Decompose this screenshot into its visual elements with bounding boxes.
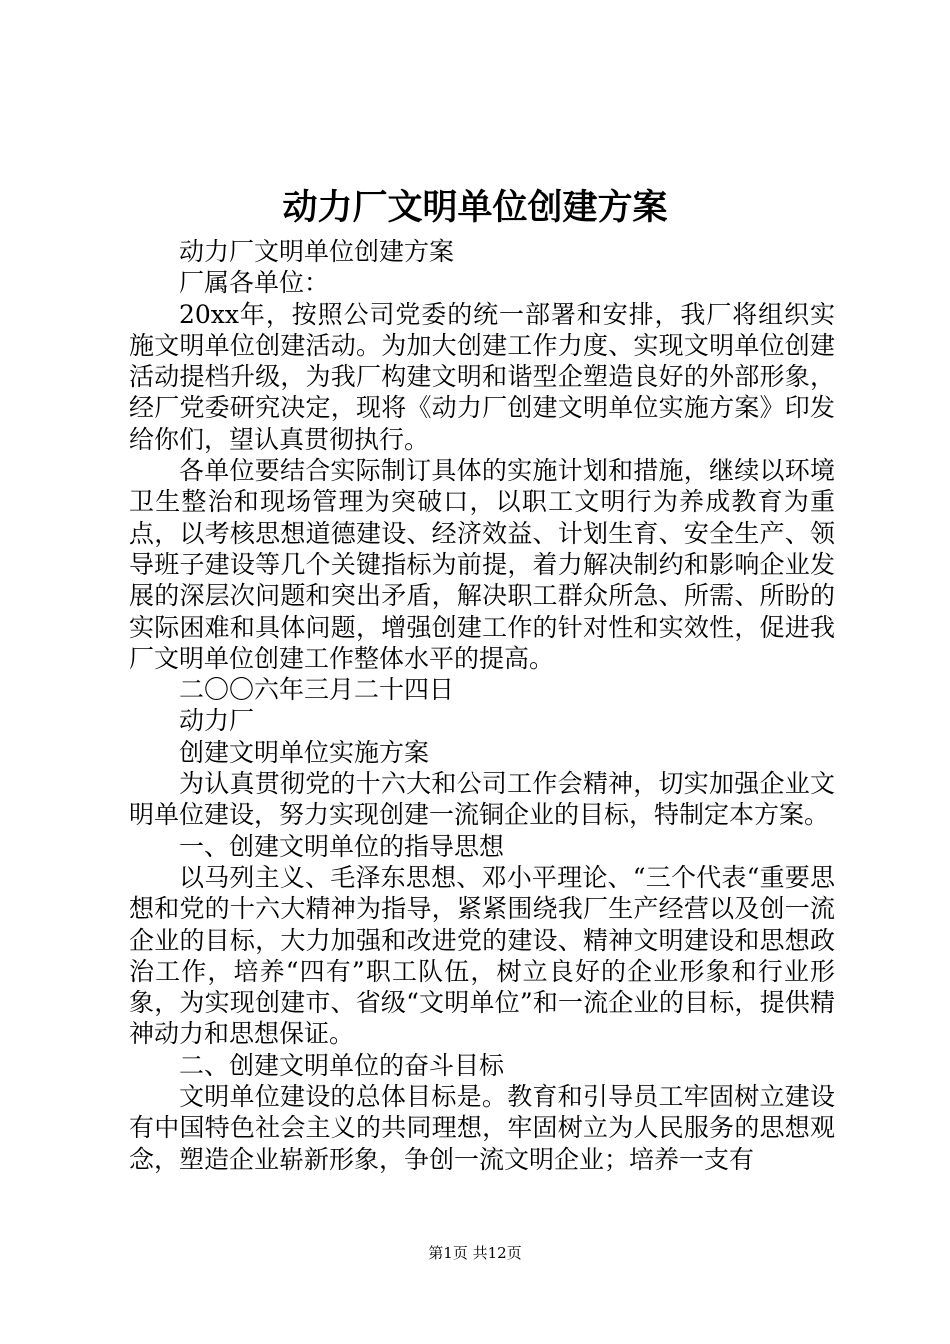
document-body — [129, 236, 835, 1175]
page-number-footer: 第1页 共12页 — [428, 1244, 522, 1262]
paragraph-salutation: 厂属各单位： — [179, 268, 330, 298]
paragraph-plan-purpose: 为认真贯彻党的十六大和公司工作会精神，切实加强企业文明单位建设，努力实现创建一流铜企业的目标，特制定本方案。 — [129, 769, 835, 830]
paragraph-intro: 20xx年，按照公司党委的统一部署和安排，我厂将组织实施文明单位创建活动。为加大创建工作力度、实现文明单位创建活动提档升级，为我厂构建文明和谐型企塑造良好的外部形象，经厂党委研究决定，现将《动力厂创建文明单位实施方案》印发给你们，望认真贯彻执行。 — [129, 299, 835, 454]
document-title: 动力厂文明单位创建方案 — [282, 188, 668, 228]
paragraph-plan-title: 创建文明单位实施方案 — [179, 737, 430, 767]
paragraph-guiding-ideology: 以马列主义、毛泽东思想、邓小平理论、“三个代表“重要思想和党的十六大精神为指导，紧紧围绕我厂生产经营以及创一流企业的目标，大力加强和改进党的建设、精神文明建设和思想政治工作，培养“四有”职工队伍，树立良好的企业形象和行业形象，为实现创建市、省级“文明单位”和一流企业的目标，提供精神动力和思想保证。 — [129, 862, 835, 1049]
paragraph-date: 二〇〇六年三月二十四日 — [179, 675, 455, 705]
section-heading-guiding-ideology: 一、创建文明单位的指导思想 — [179, 831, 505, 861]
paragraph-goals: 文明单位建设的总体目标是。教育和引导员工牢固树立建设有中国特色社会主义的共同理想，牢固树立为人民服务的思想观念，塑造企业崭新形象，争创一流文明企业；培养一支有 — [129, 1082, 835, 1174]
paragraph-subtitle: 动力厂文明单位创建方案 — [179, 237, 455, 266]
paragraph-issuer: 动力厂 — [179, 706, 255, 736]
section-heading-goals: 二、创建文明单位的奋斗目标 — [179, 1050, 505, 1080]
paragraph-requirements: 各单位要结合实际制订具体的实施计划和措施，继续以环境卫生整治和现场管理为突破口，以职工文明行为养成教育为重点，以考核思想道德建设、经济效益、计划生育、安全生产、领导班子建设等几个关键指标为前提，着力解决制约和影响企业发展的深层次问题和突出矛盾，解决职工群众所急、所需、所盼的实际困难和具体问题，增强创建工作的针对性和实效性，促进我厂文明单位创建工作整体水平的提高。 — [129, 456, 835, 673]
